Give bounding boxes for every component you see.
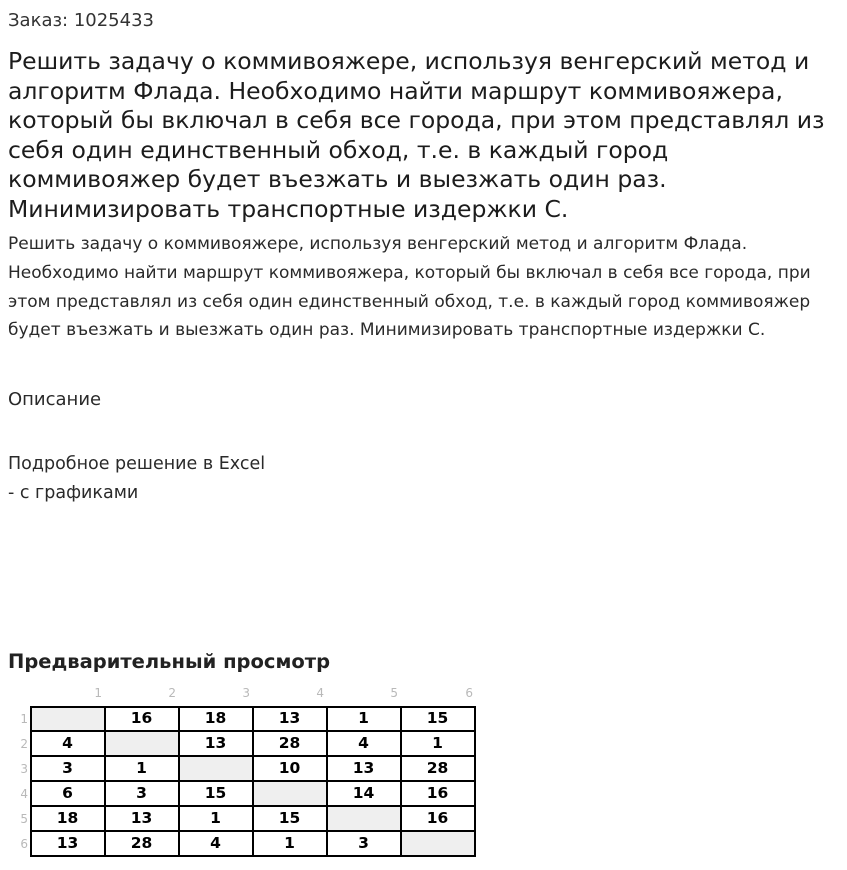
matrix-cell-diagonal xyxy=(253,781,326,806)
row-header: 2 xyxy=(20,737,28,751)
matrix-cell: 16 xyxy=(130,709,153,727)
matrix-cell: 28 xyxy=(426,759,449,777)
matrix-cell-diagonal xyxy=(327,806,400,831)
matrix-cell: 18 xyxy=(56,809,79,827)
grid-line xyxy=(104,706,106,857)
grid-line xyxy=(30,706,32,857)
matrix-cell: 14 xyxy=(352,784,375,802)
matrix-cell: 1 xyxy=(210,809,221,827)
description-label: Описание xyxy=(8,389,102,410)
matrix-cell: 16 xyxy=(426,809,449,827)
grid-line xyxy=(252,706,254,857)
matrix-cell: 1 xyxy=(432,734,443,752)
task-description: Решить задачу о коммивояжере, используя венгерский метод и алгоритм Флада. Необходимо найти маршрут коммивояжера, который бы включал в себя все города, при этом представлял из себя один единственный обход, т.е. в каждый город коммивояжер будет въезжать и выезжать один раз. Минимизировать транспортные издержки С. xyxy=(8,234,811,341)
row-header: 4 xyxy=(20,787,28,801)
matrix-cell: 18 xyxy=(204,709,227,727)
matrix-cell: 10 xyxy=(278,759,301,777)
matrix-cell: 4 xyxy=(358,734,369,752)
column-header: 2 xyxy=(168,686,176,700)
matrix-cell: 13 xyxy=(56,834,79,852)
row-header: 5 xyxy=(20,812,28,826)
matrix-cell: 4 xyxy=(210,834,221,852)
matrix-cell: 1 xyxy=(358,709,369,727)
order-number: Заказ: 1025433 xyxy=(8,10,154,31)
matrix-cell: 13 xyxy=(352,759,375,777)
matrix-cell: 15 xyxy=(426,709,449,727)
column-header: 5 xyxy=(390,686,398,700)
column-header: 6 xyxy=(465,686,473,700)
row-header: 1 xyxy=(20,712,28,726)
matrix-cell: 15 xyxy=(278,809,301,827)
matrix-cell: 1 xyxy=(284,834,295,852)
matrix-cell: 28 xyxy=(130,834,153,852)
matrix-cell-diagonal xyxy=(31,706,104,731)
solution-note: Подробное решение в Excel - с графиками xyxy=(8,454,266,503)
matrix-cell: 3 xyxy=(62,759,73,777)
task-title: Решить задачу о коммивояжере, используя венгерский метод и алгоритм Флада. Необходимо найти маршрут коммивояжера, который бы включал в себя все города, при этом представлял из себя один единственный обход, т.е. в каждый город коммивояжер будет въезжать и выезжать один раз. Минимизировать транспортные издержки С. xyxy=(8,47,825,223)
matrix-cell: 15 xyxy=(204,784,227,802)
matrix-cell: 13 xyxy=(204,734,227,752)
column-header: 4 xyxy=(316,686,324,700)
grid-line xyxy=(326,706,328,857)
cost-matrix-preview xyxy=(0,684,500,864)
matrix-cell: 13 xyxy=(278,709,301,727)
row-header: 3 xyxy=(20,762,28,776)
column-header: 1 xyxy=(94,686,102,700)
grid-line xyxy=(474,706,476,857)
preview-title: Предварительный просмотр xyxy=(8,650,331,673)
grid-line xyxy=(400,706,402,857)
matrix-cell: 28 xyxy=(278,734,301,752)
grid-line xyxy=(178,706,180,857)
matrix-cell: 4 xyxy=(62,734,73,752)
matrix-cell: 3 xyxy=(136,784,147,802)
matrix-cell: 13 xyxy=(130,809,153,827)
matrix-cell: 6 xyxy=(62,784,73,802)
matrix-cell: 1 xyxy=(136,759,147,777)
column-header: 3 xyxy=(242,686,250,700)
matrix-cell-diagonal xyxy=(179,756,252,781)
matrix-cell: 3 xyxy=(358,834,369,852)
matrix-cell: 16 xyxy=(426,784,449,802)
matrix-cell-diagonal xyxy=(401,831,474,856)
row-header: 6 xyxy=(20,837,28,851)
matrix-cell-diagonal xyxy=(105,731,178,756)
